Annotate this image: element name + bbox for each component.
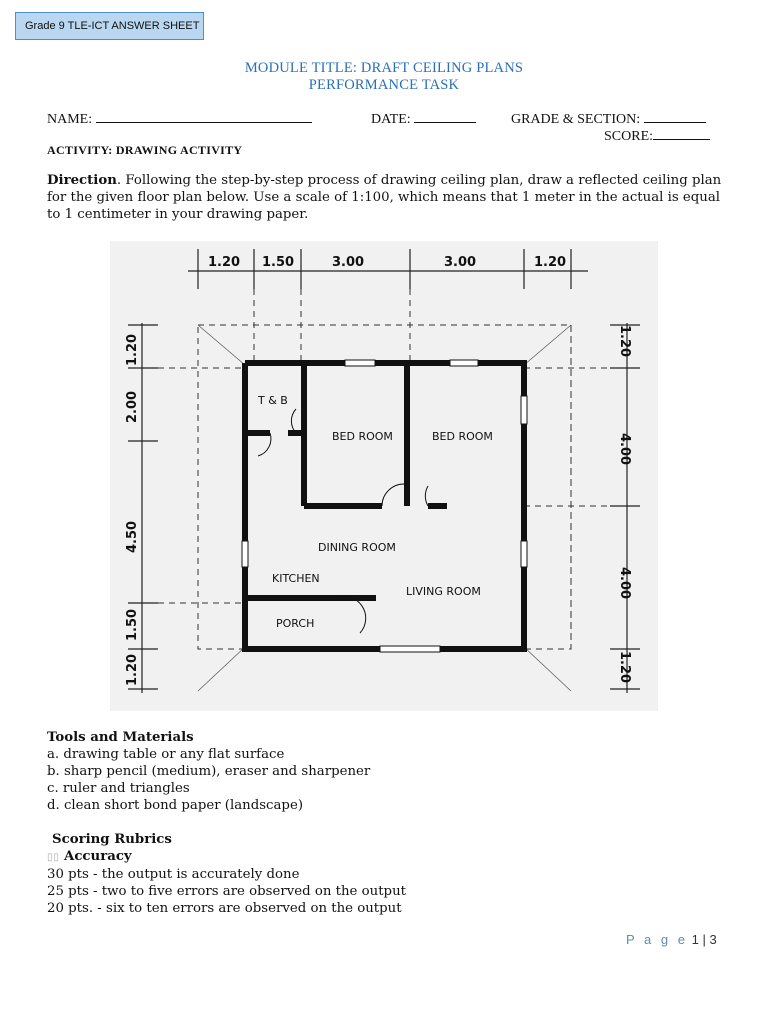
room-label-tb: T & B (258, 394, 288, 407)
grade-section-blank[interactable] (644, 110, 706, 123)
rubric-item: 25 pts - two to five errors are observed on the output (47, 884, 406, 899)
left-dim-5: 1.20 (125, 653, 140, 686)
page-total: 3 (709, 932, 717, 947)
date-label: DATE: (371, 112, 411, 127)
rubrics-section (47, 831, 406, 917)
date-blank[interactable] (414, 110, 476, 123)
accuracy-label: Accuracy (64, 849, 132, 864)
performance-task-title: PERFORMANCE TASK (308, 77, 460, 93)
grade-section-field[interactable] (511, 110, 706, 128)
top-dim-4: 3.00 (444, 255, 477, 270)
right-dim-4: 1.20 (617, 651, 632, 684)
score-blank[interactable] (653, 127, 710, 140)
room-label-bedroom-2: BED ROOM (432, 430, 493, 443)
right-dim-1: 1.20 (617, 325, 632, 358)
name-field[interactable] (47, 110, 312, 128)
room-label-porch: PORCH (276, 617, 315, 630)
score-field[interactable] (604, 127, 710, 145)
top-dim-1: 1.20 (208, 255, 241, 270)
tools-heading: Tools and Materials (47, 730, 194, 745)
page-word: P a g e (626, 932, 688, 947)
rubrics-heading: Scoring Rubrics (52, 832, 172, 847)
top-dim-5: 1.20 (534, 255, 567, 270)
accuracy-subheading (47, 848, 406, 866)
tools-item: c. ruler and triangles (47, 781, 190, 796)
score-label: SCORE: (604, 129, 654, 144)
tools-item: b. sharp pencil (medium), eraser and sharpener (47, 764, 371, 779)
direction-label: Direction (47, 173, 117, 188)
direction-paragraph (47, 172, 727, 223)
page-current: 1 (691, 932, 699, 947)
date-field[interactable] (371, 110, 476, 128)
rubric-item: 20 pts. - six to ten errors are observed on the output (47, 901, 402, 916)
room-label-living: LIVING ROOM (406, 585, 481, 598)
bullet-glyph: ▯▯ (47, 852, 61, 863)
page-sep: | (702, 932, 706, 947)
page-number (626, 932, 717, 947)
right-dim-3: 4.00 (617, 567, 632, 600)
answer-sheet-tag: Grade 9 TLE-ICT ANSWER SHEET (15, 12, 204, 40)
tools-item: d. clean short bond paper (landscape) (47, 798, 304, 813)
name-blank[interactable] (96, 110, 312, 123)
room-label-dining: DINING ROOM (318, 541, 396, 554)
top-dim-2: 1.50 (262, 255, 295, 270)
rubric-item: 30 pts - the output is accurately done (47, 867, 300, 882)
direction-text: . Following the step-by-step process of drawing ceiling plan, draw a reflected ceiling plan for the given floor plan below. Use a scale of 1:100, which means that 1 meter in the actual is equal to 1 centimeter in your drawing paper. (47, 173, 722, 222)
left-dim-4: 1.50 (125, 608, 140, 641)
floor-plan-drawing (110, 241, 658, 711)
top-dim-3: 3.00 (332, 255, 365, 270)
room-label-kitchen: KITCHEN (272, 572, 320, 585)
grade-section-label: GRADE & SECTION: (511, 112, 641, 127)
tools-item: a. drawing table or any flat surface (47, 747, 285, 762)
tools-section (47, 729, 370, 814)
room-label-bedroom-1: BED ROOM (332, 430, 393, 443)
name-label: NAME: (47, 112, 93, 127)
left-dim-2: 2.00 (125, 390, 140, 423)
left-dim-1: 1.20 (125, 333, 140, 366)
activity-heading: ACTIVITY: DRAWING ACTIVITY (47, 143, 243, 157)
module-title: MODULE TITLE: DRAFT CEILING PLANS (244, 60, 524, 76)
left-dim-3: 4.50 (125, 520, 140, 553)
right-dim-2: 4.00 (617, 433, 632, 466)
